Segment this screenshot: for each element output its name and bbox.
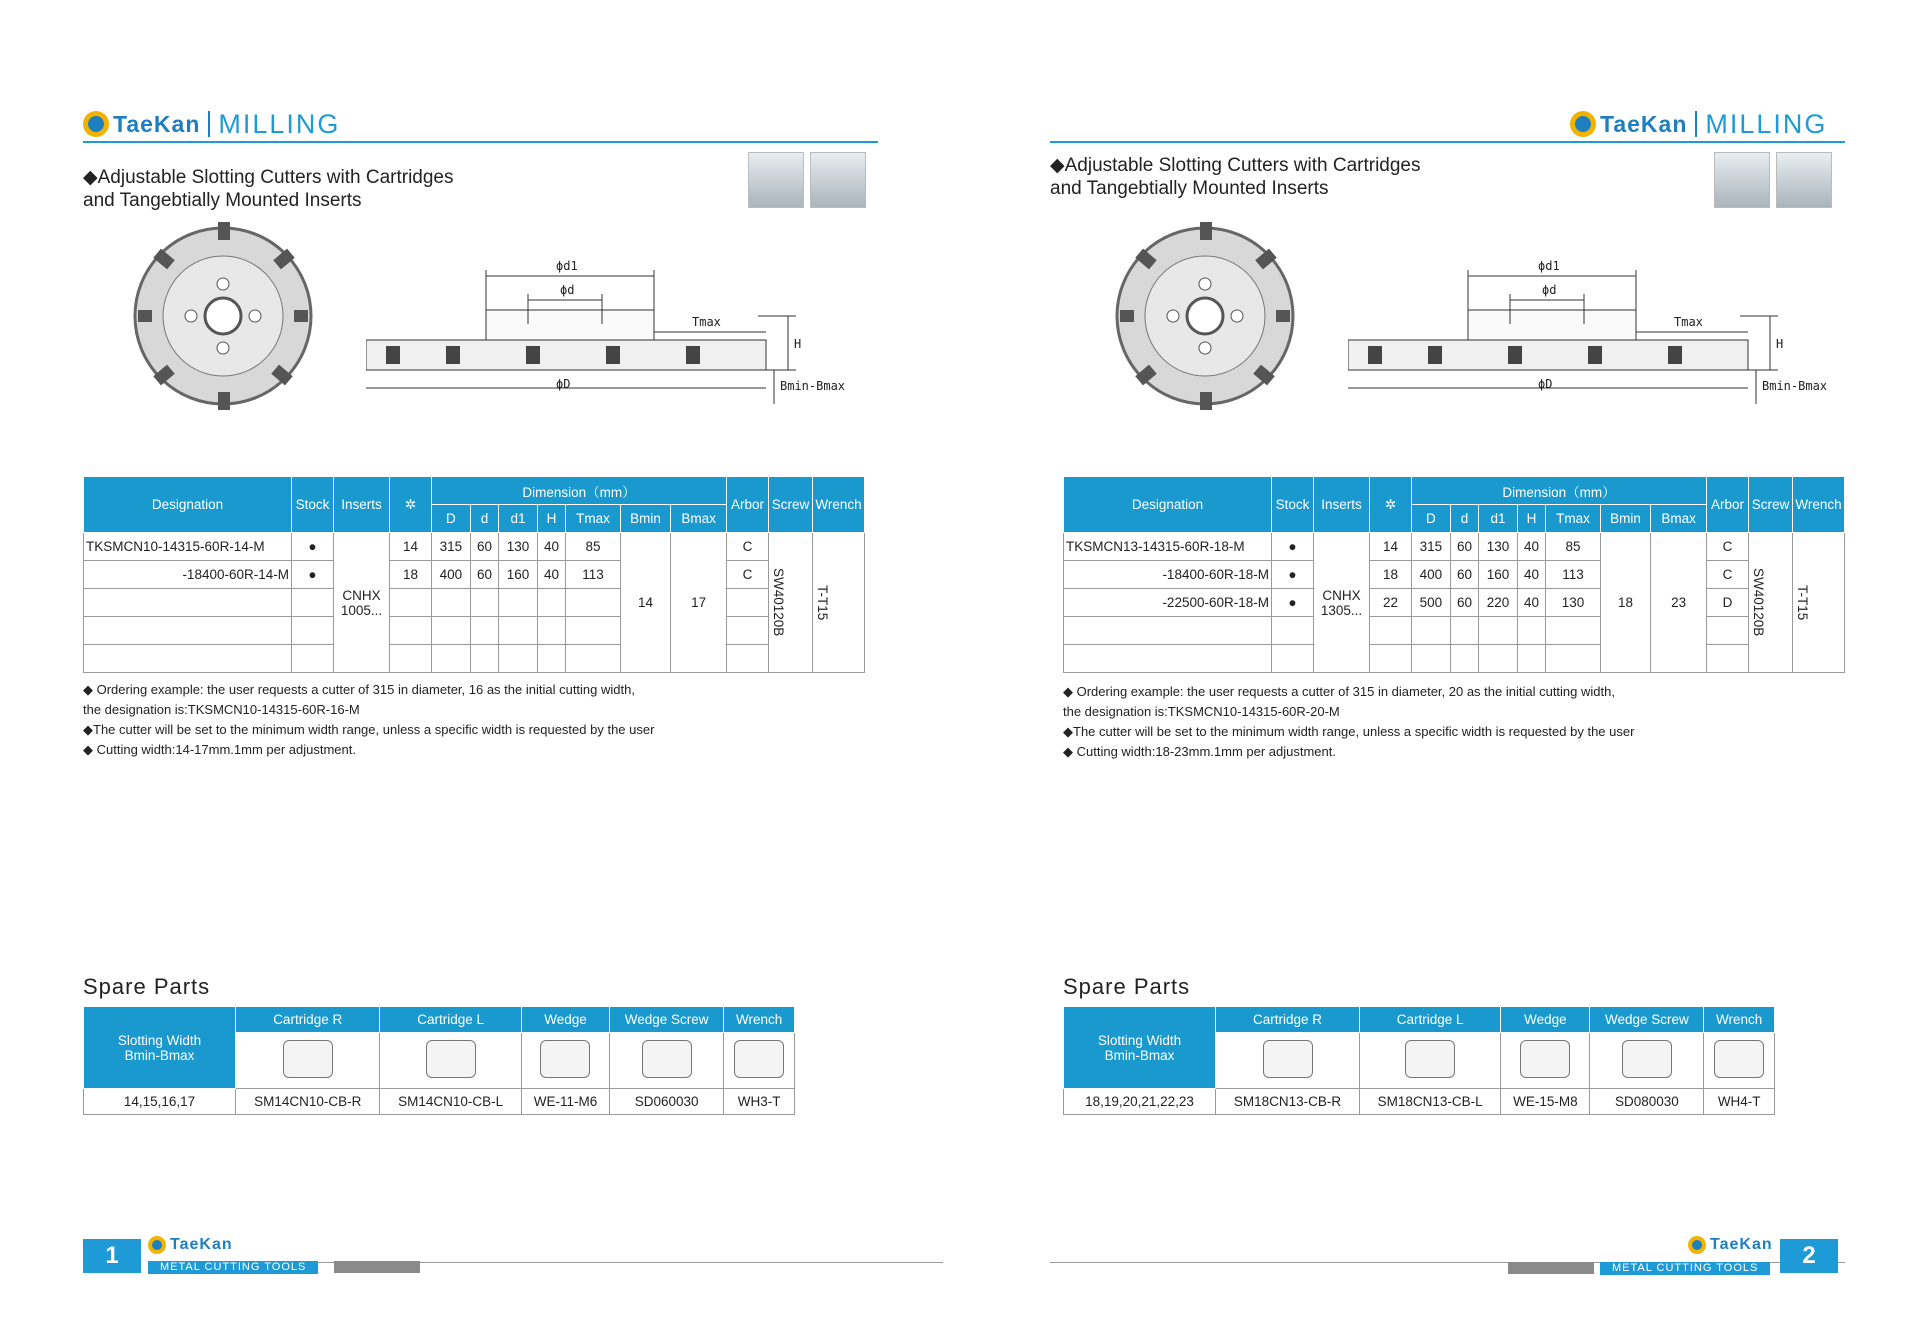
product-title: ◆Adjustable Slotting Cutters with Cartridges and Tangebtially Mounted Inserts — [83, 167, 454, 211]
col-cartridge-r: Cartridge R — [1216, 1007, 1360, 1033]
col-wrench: Wrench — [813, 477, 865, 533]
dim-label-tmax: Tmax — [1674, 315, 1703, 329]
col-Tmax: Tmax — [1546, 505, 1601, 533]
teeth-count-icon: ✲ — [1370, 477, 1412, 533]
inserts-cell: CNHX 1005... — [334, 533, 390, 673]
table-row — [1064, 617, 1845, 645]
ordering-notes: ◆ Ordering example: the user requests a cutter of 315 in diameter, 16 as the initial cutting width, the designation is:TKSMCN10-14315-60R-16-M ◆The cutter will be set to the minimum width range, unless a specific width is requested by the user ◆ Cutting width:14-17mm.1mm per adjustment. — [83, 682, 655, 757]
col-d1: d1 — [499, 505, 538, 533]
spare-parts-table — [83, 1006, 795, 1115]
dim-label-d: ϕd — [560, 283, 575, 297]
header-divider — [1695, 111, 1697, 137]
col-designation: Designation — [1064, 477, 1272, 533]
footer-tagline: METAL CUTTING TOOLS — [1600, 1262, 1770, 1275]
wrench-cell: T-T15 — [1793, 533, 1845, 673]
col-Bmin: Bmin — [620, 505, 670, 533]
col-stock: Stock — [292, 477, 334, 533]
col-d: d — [1450, 505, 1478, 533]
col-inserts: Inserts — [334, 477, 390, 533]
wrench-cell: T-T15 — [813, 533, 865, 673]
table-row: 14,15,16,17 SM14CN10-CB-R SM14CN10-CB-L WE-11-M6 SD060030 WH3-T — [84, 1089, 795, 1115]
col-D: D — [432, 505, 471, 533]
col-Bmax: Bmax — [1651, 505, 1707, 533]
cutter-wheel-image — [128, 216, 318, 416]
col-wedge: Wedge — [521, 1007, 609, 1033]
table-row — [84, 589, 865, 617]
page-header: TaeKan MILLING — [1570, 104, 1827, 144]
table-row: TKSMCN10-14315-60R-14-M ● CNHX 1005... 14 315 60 130 40 85 14 17 C SW40120B T-T15 — [84, 533, 865, 561]
groove-profile-icon — [810, 152, 866, 208]
col-wedge-screw: Wedge Screw — [610, 1007, 724, 1033]
dim-label-tmax: Tmax — [692, 315, 721, 329]
section-title: MILLING — [218, 108, 341, 139]
spare-parts-table — [1063, 1006, 1775, 1115]
wedge-screw-icon — [642, 1040, 692, 1078]
header-rule — [83, 141, 878, 143]
footer-logo: TaeKan — [148, 1236, 233, 1254]
cartridge-l-icon — [426, 1040, 476, 1078]
cartridge-l-icon — [1405, 1040, 1455, 1078]
wrench-icon — [1714, 1040, 1764, 1078]
brand-logo-icon — [1688, 1236, 1706, 1254]
col-cartridge-r: Cartridge R — [236, 1007, 380, 1033]
groove-profile-icon — [1776, 152, 1832, 208]
footer-logo: TaeKan — [1688, 1236, 1773, 1254]
col-H: H — [1517, 505, 1545, 533]
brand-name: TaeKan — [113, 110, 201, 137]
table-row: -18400-60R-18-M ● 18 400 60 160 40 113 C — [1064, 561, 1845, 589]
teeth-count-icon: ✲ — [390, 477, 432, 533]
ordering-notes: ◆ Ordering example: the user requests a cutter of 315 in diameter, 20 as the initial cutting width, the designation is:TKSMCN10-14315-60R-20-M ◆The cutter will be set to the minimum width range, unless a specific width is requested by the user ◆ Cutting width:18-23mm.1mm per adjustment. — [1063, 684, 1635, 759]
table-row: -22500-60R-18-M ● 22 500 60 220 40 130 D — [1064, 589, 1845, 617]
page-number: 2 — [1780, 1239, 1838, 1273]
col-slotting-width: Slotting Width Bmin-Bmax — [84, 1007, 236, 1089]
dim-label-d: ϕd — [1542, 283, 1557, 297]
col-cartridge-l: Cartridge L — [380, 1007, 522, 1033]
cutter-wheel-image — [1110, 216, 1300, 416]
col-Bmin: Bmin — [1600, 505, 1650, 533]
cutter-dimension-drawing — [366, 254, 846, 404]
col-screw: Screw — [769, 477, 813, 533]
page-number: 1 — [83, 1239, 141, 1273]
table-row: -18400-60R-14-M ● 18 400 60 160 40 113 C — [84, 561, 865, 589]
cutter-spec-table — [83, 476, 865, 673]
spare-parts-title: Spare Parts — [1063, 974, 1191, 999]
screw-cell: SW40120B — [1749, 533, 1793, 673]
footer-tagline: METAL CUTTING TOOLS — [148, 1261, 318, 1274]
col-wedge-screw: Wedge Screw — [1590, 1007, 1704, 1033]
dim-label-d1: ϕd1 — [556, 259, 578, 273]
col-spare-wrench: Wrench — [724, 1007, 795, 1033]
col-wedge: Wedge — [1501, 1007, 1590, 1033]
cutter-spec-table — [1063, 476, 1845, 673]
screw-cell: SW40120B — [769, 533, 813, 673]
col-Bmax: Bmax — [671, 505, 727, 533]
wedge-screw-icon — [1622, 1040, 1672, 1078]
table-row — [84, 645, 865, 673]
col-stock: Stock — [1272, 477, 1314, 533]
dim-label-h: H — [1776, 337, 1784, 351]
col-cartridge-l: Cartridge L — [1360, 1007, 1501, 1033]
col-d: d — [470, 505, 498, 533]
col-dimension: Dimension（mm） — [1412, 477, 1707, 505]
wedge-icon — [540, 1040, 590, 1078]
col-screw: Screw — [1749, 477, 1793, 533]
slot-profile-icon — [1714, 152, 1770, 208]
col-H: H — [537, 505, 565, 533]
wrench-icon — [734, 1040, 784, 1078]
header-rule — [1050, 141, 1845, 143]
table-row: 18,19,20,21,22,23 SM18CN13-CB-R SM18CN13-CB-L WE-15-M8 SD080030 WH4-T — [1064, 1089, 1775, 1115]
cutter-dimension-drawing — [1348, 254, 1828, 404]
dim-label-d1: ϕd1 — [1538, 259, 1560, 273]
col-slotting-width: Slotting Width Bmin-Bmax — [1064, 1007, 1216, 1089]
col-arbor: Arbor — [727, 477, 769, 533]
slot-profile-icon — [748, 152, 804, 208]
brand-logo-icon — [1570, 111, 1596, 137]
col-arbor: Arbor — [1707, 477, 1749, 533]
header-divider — [208, 111, 210, 137]
dim-label-bminmax: Bmin-Bmax — [780, 379, 846, 393]
dim-label-bminmax: Bmin-Bmax — [1762, 379, 1828, 393]
col-Tmax: Tmax — [566, 505, 621, 533]
catalog-page-right — [960, 0, 1920, 1336]
footer-bar — [1508, 1262, 1594, 1274]
col-dimension: Dimension（mm） — [432, 477, 727, 505]
spare-parts-title: Spare Parts — [83, 974, 211, 999]
product-title: ◆Adjustable Slotting Cutters with Cartridges and Tangebtially Mounted Inserts — [1050, 155, 1421, 199]
col-d1: d1 — [1479, 505, 1518, 533]
dim-label-D: ϕD — [556, 377, 571, 391]
cartridge-r-icon — [283, 1040, 333, 1078]
page-header — [83, 104, 340, 144]
col-inserts: Inserts — [1314, 477, 1370, 533]
footer-bar — [334, 1261, 420, 1273]
col-wrench: Wrench — [1793, 477, 1845, 533]
brand-logo-icon — [83, 111, 109, 137]
brand-logo-icon — [148, 1236, 166, 1254]
col-spare-wrench: Wrench — [1704, 1007, 1775, 1033]
table-row: TKSMCN13-14315-60R-18-M ● CNHX 1305... 14 315 60 130 40 85 18 23 C SW40120B T-T15 — [1064, 533, 1845, 561]
col-D: D — [1412, 505, 1451, 533]
inserts-cell: CNHX 1305... — [1314, 533, 1370, 673]
wedge-icon — [1520, 1040, 1570, 1078]
table-row — [84, 617, 865, 645]
cartridge-r-icon — [1263, 1040, 1313, 1078]
dim-label-h: H — [794, 337, 802, 351]
dim-label-D: ϕD — [1538, 377, 1553, 391]
table-row — [1064, 645, 1845, 673]
col-designation: Designation — [84, 477, 292, 533]
